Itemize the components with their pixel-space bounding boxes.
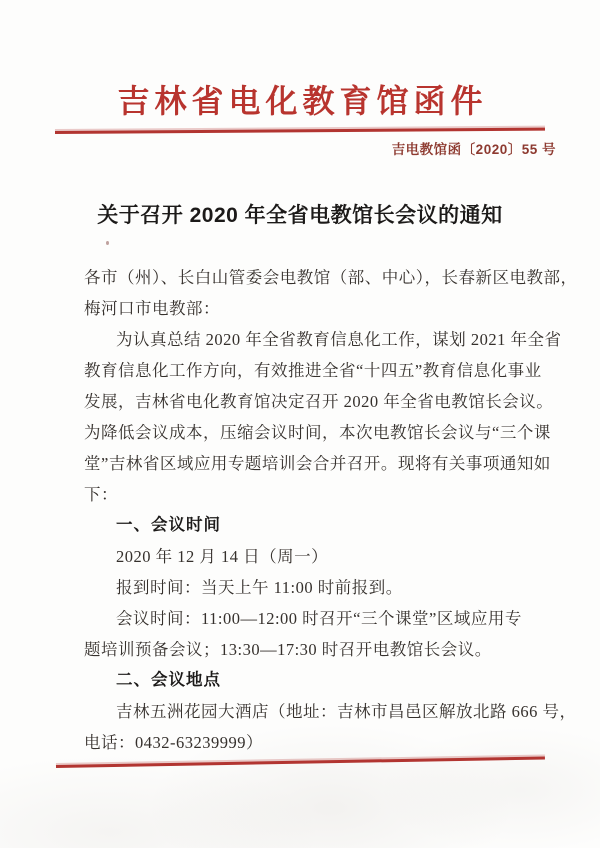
bottom-red-rule: [56, 756, 545, 768]
scan-speck: [106, 241, 109, 245]
body-line-date: 2020 年 12 月 14 日（周一）: [116, 547, 329, 566]
body-line-schedule-2: 题培训预备会议；13:30—17:30 时召开电教馆长会议。: [84, 640, 492, 659]
body-line-phone: 电话：0432-63239999）: [84, 733, 263, 752]
body-line-para-3: 发展，吉林省电化教育馆决定召开 2020 年全省电教馆长会议。: [84, 392, 554, 411]
body-line-salutation-2: 梅河口市电教部：: [84, 299, 220, 318]
body-line-schedule-1: 会议时间：11:00—12:00 时召开“三个课堂”区域应用专: [116, 609, 522, 628]
body-line-address: 吉林五洲花园大酒店（地址：吉林市昌邑区解放北路 666 号，: [116, 702, 577, 721]
letterhead-title: 吉林省电化教育馆函件: [117, 83, 488, 119]
body-line-salutation-1: 各市（州）、长白山管委会电教馆（部、中心），长春新区电教部，: [84, 268, 578, 287]
body-line-para-1: 为认真总结 2020 年全省教育信息化工作，谋划 2021 年全省: [116, 330, 562, 349]
body-line-para-2: 教育信息化工作方向，有效推进全省“十四五”教育信息化事业: [84, 361, 542, 380]
body-line-para-6: 下：: [84, 485, 118, 504]
document-title: 关于召开 2020 年全省电教馆长会议的通知: [97, 204, 503, 227]
section-heading-meeting-place: 二、会议地点: [116, 671, 221, 689]
document-number: 吉电教馆函〔2020〕55 号: [391, 142, 556, 157]
section-heading-meeting-time: 一、会议时间: [116, 516, 221, 534]
top-red-rule: [55, 128, 545, 134]
body-line-para-5: 堂”吉林省区域应用专题培训会合并召开。现将有关事项通知如: [84, 454, 551, 473]
body-line-checkin: 报到时间：当天上午 11:00 时前报到。: [116, 578, 403, 597]
document-body: [84, 262, 578, 758]
body-line-para-4: 为降低会议成本，压缩会议时间，本次电教馆长会议与“三个课: [84, 423, 551, 442]
